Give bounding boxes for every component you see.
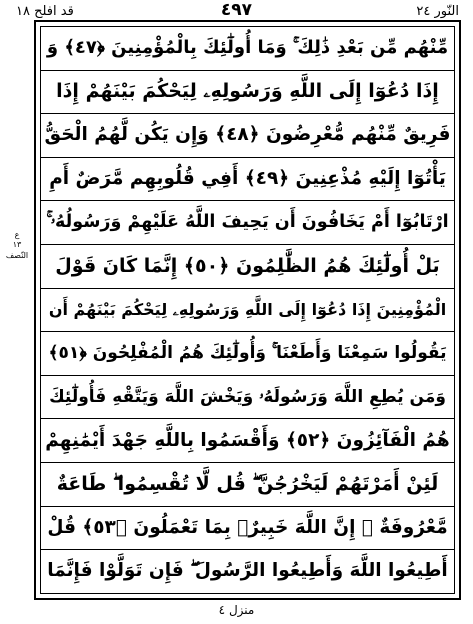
ruku-number: ١٣ bbox=[12, 240, 22, 250]
ruku-sign: ع bbox=[14, 230, 20, 239]
text-line-11: لَئِنْ أَمَرْتَهُمْ لَيَخْرُجُنَّ ۖ قُل لَّا تُقْسِمُوا ۖ طَاعَةٌ bbox=[41, 463, 454, 507]
surah-name: النّور ٢٤ bbox=[416, 4, 459, 19]
text-line-7: الْمُؤْمِنِينَ إِذَا دُعُوٓا إِلَى اللَّهِ وَرَسُولِهِۦ لِيَحْكُمَ بَيْنَهُمْ أَن bbox=[41, 289, 454, 333]
quran-text-block bbox=[41, 27, 454, 593]
text-line-10: هُمُ الْفَآئِزُونَ ﴿٥٢﴾ وَأَقْسَمُوا بِاللَّهِ جَهْدَ أَيْمَٰنِهِمْ bbox=[41, 419, 454, 463]
text-line-4: يَأْتُوٓا إِلَيْهِ مُذْعِنِينَ ﴿٤٩﴾ أَفِي قُلُوبِهِم مَّرَضٌ أَمِ bbox=[41, 158, 454, 202]
text-line-5: ارْتَابُوٓا أَمْ يَخَافُونَ أَن يَحِيفَ اللَّهُ عَلَيْهِمْ وَرَسُولُهُۥ ۚ bbox=[41, 201, 454, 245]
hizb-marker: النّصف bbox=[5, 250, 29, 260]
text-line-9: وَمَن يُطِعِ اللَّهَ وَرَسُولَهُۥ وَيَخْشَ اللَّهَ وَيَتَّقْهِ فَأُولَٰٓئِكَ bbox=[41, 376, 454, 420]
text-line-12: مَّعْرُوفَةٌ ۚ إِنَّ اللَّهَ خَبِيرٌۢ بِمَا تَعْمَلُونَ ﴿٥٣﴾ قُلْ bbox=[41, 507, 454, 551]
text-line-2: إِذَا دُعُوٓا إِلَى اللَّهِ وَرَسُولِهِۦ لِيَحْكُمَ بَيْنَهُمْ إِذَا bbox=[41, 71, 454, 115]
text-line-3: فَرِيقٌ مِّنْهُم مُّعْرِضُونَ ﴿٤٨﴾ وَإِن يَكُن لَّهُمُ الْحَقُّ bbox=[41, 114, 454, 158]
manzil-footer: منزل ٤ bbox=[218, 603, 255, 617]
text-line-1: مِّنْهُم مِّن بَعْدِ ذَٰلِكَ ۚ وَمَا أُولَٰٓئِكَ بِالْمُؤْمِنِينَ ﴿٤٧﴾ وَ bbox=[41, 27, 454, 71]
margin-ruku-marker bbox=[2, 230, 32, 261]
text-line-13: أَطِيعُوا اللَّهَ وَأَطِيعُوا الرَّسُولَ ۖ فَإِن تَوَلَّوْا فَإِنَّمَا bbox=[47, 560, 448, 582]
page-number: ٤٩٧ bbox=[220, 0, 253, 20]
text-line-8: يَقُولُوا سَمِعْنَا وَأَطَعْنَا ۚ وَأُولَٰٓئِكَ هُمُ الْمُفْلِحُونَ ﴿٥١﴾ bbox=[41, 332, 454, 376]
text-line-6: بَلْ أُولَٰٓئِكَ هُمُ الظَّٰلِمُونَ ﴿٥٠﴾ إِنَّمَا كَانَ قَوْلَ bbox=[41, 245, 454, 289]
juz-name: قد افلح ١٨ bbox=[16, 4, 74, 19]
